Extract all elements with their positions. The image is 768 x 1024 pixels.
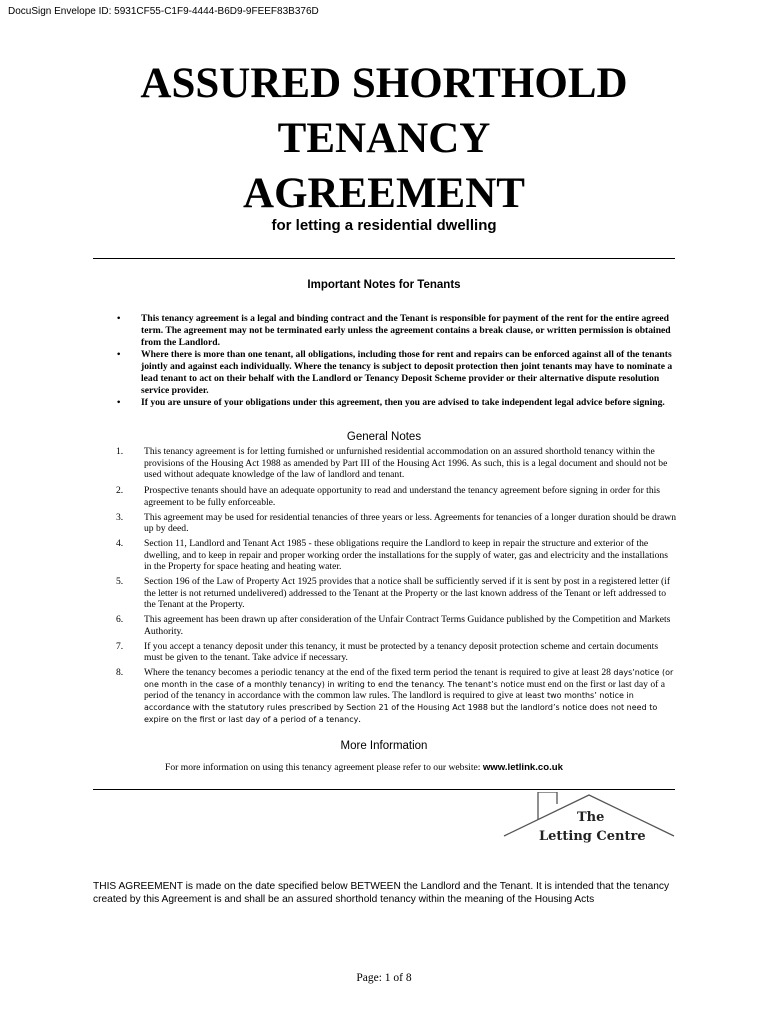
item-text-part: the xyxy=(503,702,521,714)
list-item xyxy=(116,614,676,637)
agreement-paragraph: THIS AGREEMENT is made on the date specified below BETWEEN the Landlord and the Tenant. It is intended that the tenancy created by this Agreement is and shall be an assured shorthold tenancy within the meaning of the Housing Acts xyxy=(93,881,670,905)
item-number: 2. xyxy=(116,485,124,497)
item-number: 8. xyxy=(116,666,124,678)
title-line-2: TENANCY xyxy=(277,115,491,162)
list-item xyxy=(117,349,677,397)
bullet-icon: • xyxy=(117,397,121,408)
logo-line-2: Letting Centre xyxy=(539,829,646,844)
bullet-icon: • xyxy=(117,313,121,324)
title-line-1: ASSURED SHORTHOLD xyxy=(140,60,628,107)
item-text: This agreement may be used for residential tenancies of three years or less. Agreements for tenancies of a longer duration should be drawn up by deed. xyxy=(144,511,676,535)
logo-line-1: The xyxy=(577,810,605,825)
item-number: 3. xyxy=(116,511,124,523)
divider-bottom xyxy=(93,789,675,790)
item-text: If you accept a tenancy deposit under this tenancy, it must be protected by a tenancy deposit protection scheme and certain documents must be given to the tenant. Take advice if necessary. xyxy=(144,640,659,664)
important-notes-list xyxy=(117,313,677,409)
more-information-text xyxy=(165,762,563,773)
list-item xyxy=(116,667,676,726)
title-line-3: AGREEMENT xyxy=(243,170,525,217)
item-text-part: . xyxy=(358,713,361,725)
page-number: Page: 1 of 8 xyxy=(356,972,412,984)
list-item xyxy=(116,485,676,508)
item-text: Prospective tenants should have an adequate opportunity to read and understand the tenancy agreement before signing in order for this agreement to be fully enforceable. xyxy=(144,485,661,508)
bullet-icon: • xyxy=(117,349,121,360)
more-information-sentence: For more information on using this tenancy agreement please refer to our website: xyxy=(165,762,483,773)
general-notes-heading: General Notes xyxy=(346,431,422,443)
document-title xyxy=(0,56,768,221)
list-item xyxy=(117,397,677,409)
item-text-part: e must end on the first or last day of a period of the tenancy in accordance with the common law rules. The landlord is required to give at xyxy=(144,678,665,702)
item-text-part: Where the tenancy becomes a periodic tenancy at the end of the fixed term period the tenant is required to give at least 28 xyxy=(144,666,614,678)
list-item xyxy=(116,446,676,481)
item-number: 5. xyxy=(116,576,124,588)
item-text: This agreement has been drawn up after consideration of the Unfair Contract Terms Guidance published by the Competition and Markets Authority. xyxy=(144,614,671,637)
list-item xyxy=(116,512,676,535)
document-subtitle: for letting a residential dwelling xyxy=(271,217,497,234)
docusign-envelope-id: DocuSign Envelope ID: 5931CF55-C1F9-4444-B6D9-9FEEF83B376D xyxy=(8,6,319,17)
item-text-part: landlord’s notice does not need to expire on the first or last day of a period of a tenancy xyxy=(144,703,658,724)
bullet-text: If you are unsure of your obligations under this agreement, then you are advised to take independent legal advice before signing. xyxy=(141,397,665,408)
item-number: 7. xyxy=(116,640,124,652)
item-number: 1. xyxy=(116,446,124,457)
general-notes-list xyxy=(116,446,676,725)
item-text-part: least two months’ notice in accordance with the statutory rules prescribed by Section 21 of the Housing Act 1988 but xyxy=(144,691,634,713)
website-link[interactable]: www.letlink.co.uk xyxy=(482,762,563,773)
item-text-part: days’notice (or one month in the case of a monthly tenancy) in writing to end the tenancy. The tenant’s notic xyxy=(144,667,674,689)
letting-centre-logo xyxy=(503,792,675,852)
important-notes-heading: Important Notes for Tenants xyxy=(307,279,461,291)
item-number: 4. xyxy=(116,537,124,549)
list-item xyxy=(116,641,676,664)
bullet-text: Where there is more than one tenant, all obligations, including those for rent and repairs can be enforced against all of the tenants jointly and against each individually. Where the tenancy is subject to deposit protection then joint tenants may have to nominate a lead tenant to act on their behalf with the Landlord or Tenancy Deposit Scheme provider or their alternative dispute resolution service provider. xyxy=(141,349,673,396)
more-information-heading: More Information xyxy=(340,740,428,752)
item-text: Section 11, Landlord and Tenant Act 1985 - these obligations require the Landlord to keep in repair the structure and exterior of the dwelling, and to keep in repair and proper working order the installations for the supply of water, gas and electricity and the installations in the Property for space heating and heating water. xyxy=(144,537,668,573)
bullet-text: This tenancy agreement is a legal and binding contract and the Tenant is responsible for payment of the rent for the entire agreed term. The agreement may not be terminated early unless the agreement contains a break clause, or written permission is obtained from the Landlord. xyxy=(141,313,671,348)
item-number: 6. xyxy=(116,614,124,626)
item-text: This tenancy agreement is for letting furnished or unfurnished residential accommodation on an assured shorthold tenancy within the provisions of the Housing Act 1988 as amended by Part III of the Housing Act 1996. As such, this is a legal document and should not be used without adequate knowledge of the law of landlord and tenant. xyxy=(144,446,668,481)
list-item xyxy=(116,538,676,573)
divider-top xyxy=(93,258,675,259)
list-item xyxy=(117,313,677,349)
list-item xyxy=(116,576,676,611)
item-text: Section 196 of the Law of Property Act 1925 provides that a notice shall be sufficiently served if it is sent by post in a registered letter (if the letter is not returned undelivered) addressed to the Tenant at the Property or the last known address of the Tenant or left addressed to the Tenant at the Property. xyxy=(144,576,671,611)
